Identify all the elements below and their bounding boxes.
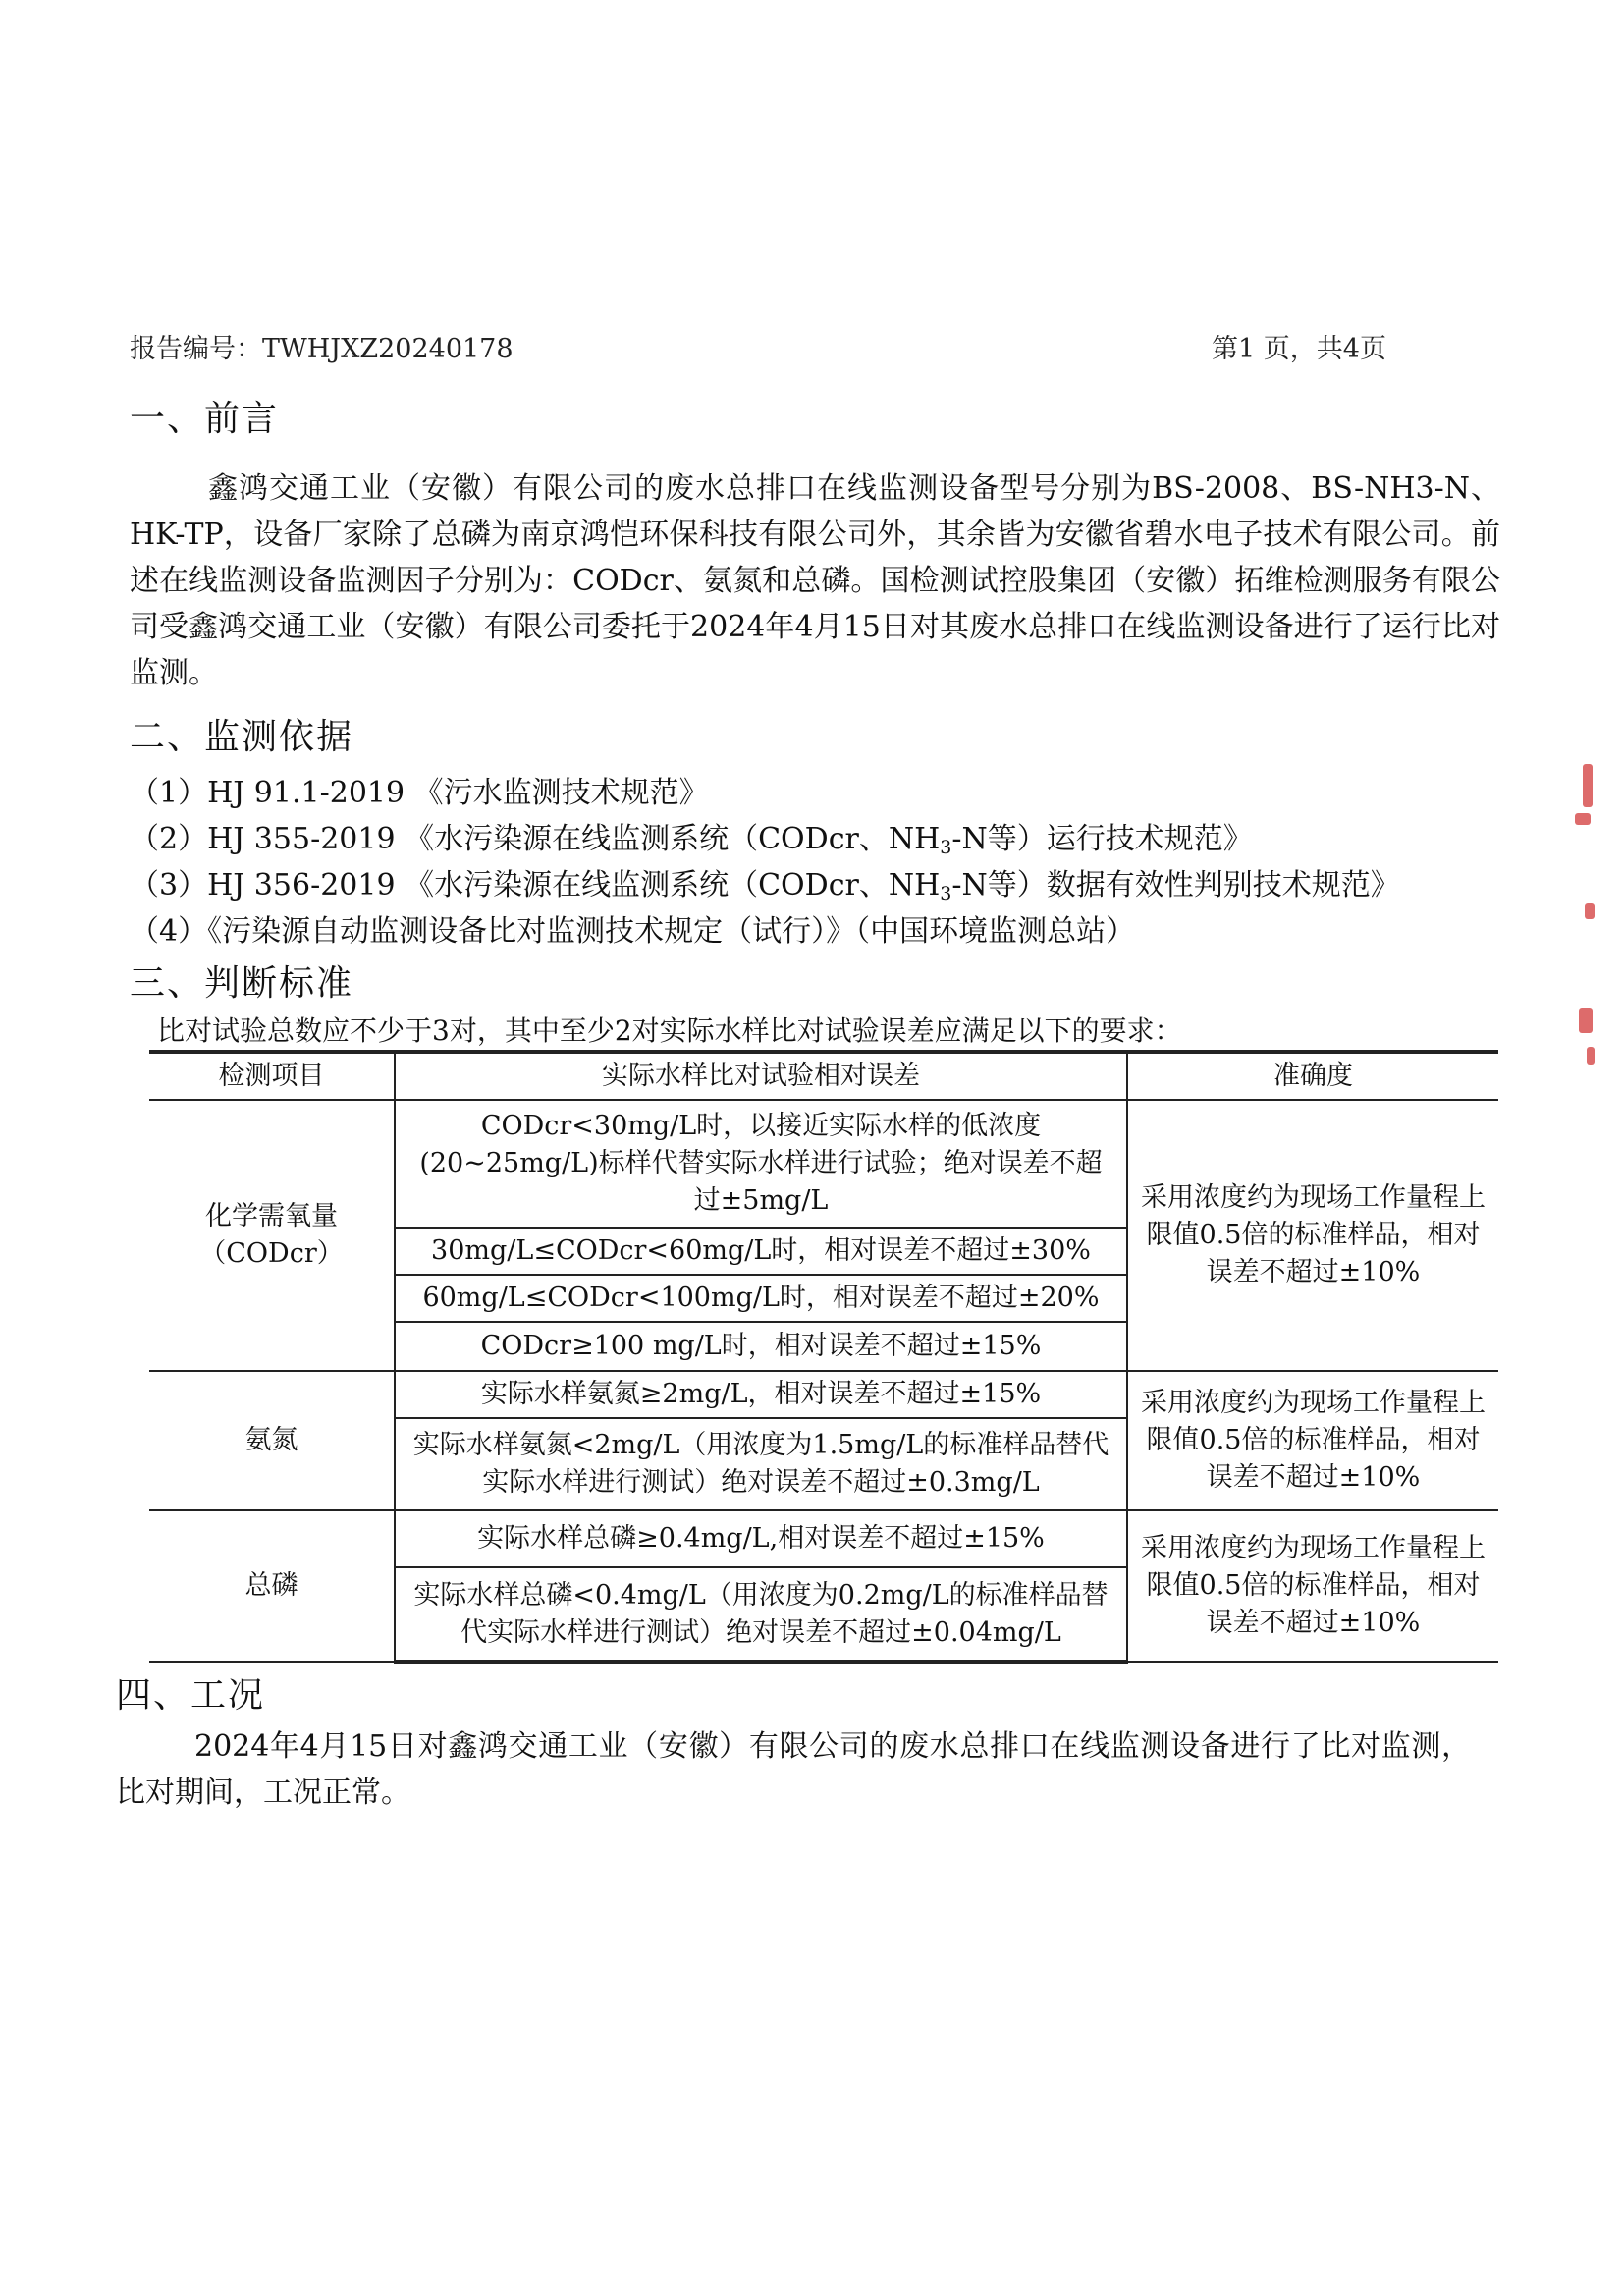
basis-item-4: （4）《污染源自动监测设备比对监测技术规定（试行）》（中国环境监测总站）	[130, 914, 1136, 949]
section-title-basis: 二、监测依据	[130, 717, 354, 757]
nh3-accuracy: 采用浓度约为现场工作量程上限值0.5倍的标准样品，相对误差不超过±10%	[1127, 1371, 1498, 1510]
item-cod: 化学需氧量（CODcr）	[149, 1100, 395, 1371]
basis-item-3: （3）HJ 356-2019 《水污染源在线监测系统（CODcr、$NH_3-N$等）数据有效性判别技术规范》	[130, 868, 1400, 904]
tp-accuracy: 采用浓度约为现场工作量程上限值0.5倍的标准样品，相对误差不超过±10%	[1127, 1510, 1498, 1662]
tp-criterion-2: 实际水样总磷<0.4mg/L（用浓度为0.2mg/L的标准样品替代实际水样进行测试）绝对误差不超过±0.04mg/L	[395, 1567, 1127, 1662]
item-nh3: 氨氮	[149, 1371, 395, 1510]
basis-item-1: （1）HJ 91.1-2019 《污水监测技术规范》	[130, 776, 709, 810]
preface-paragraph: 鑫鸿交通工业（安徽）有限公司的废水总排口在线监测设备型号分别为BS-2008、BS-NH3-N、HK-TP，设备厂家除了总磷为南京鸿恺环保科技有限公司外，其余皆为安徽省碧水电子技术有限公司。前述在线监测设备监测因子分别为：CODcr、氨氮和总磷。国检测试控股集团（安徽）拓维检测服务有限公司受鑫鸿交通工业（安徽）有限公司委托于2024年4月15日对其废水总排口在线监测设备进行了运行比对监测。	[130, 471, 1500, 690]
tp-criterion-1: 实际水样总磷≥0.4mg/L,相对误差不超过±15%	[395, 1510, 1127, 1567]
table-row	[149, 1371, 1498, 1418]
nh3-criterion-2: 实际水样氨氮<2mg/L（用浓度为1.5mg/L的标准样品替代实际水样进行测试）绝对误差不超过±0.3mg/L	[395, 1418, 1127, 1510]
column-header-accuracy: 准确度	[1127, 1052, 1498, 1100]
basis-item-2: （2）HJ 355-2019 《水污染源在线监测系统（CODcr、$NH_3-N$等）运行技术规范》	[130, 822, 1253, 858]
column-header-item: 检测项目	[149, 1052, 395, 1100]
cod-accuracy: 采用浓度约为现场工作量程上限值0.5倍的标准样品，相对误差不超过±10%	[1127, 1100, 1498, 1371]
section-title-preface: 一、前言	[130, 399, 280, 439]
criteria-table	[149, 1050, 1498, 1664]
page-number: 第1 页，共4页	[1212, 334, 1386, 364]
section-title-criteria: 三、判断标准	[130, 963, 354, 1004]
column-header-error: 实际水样比对试验相对误差	[395, 1052, 1127, 1100]
cod-criterion-1: CODcr<30mg/L时，以接近实际水样的低浓度(20~25mg/L)标样代替实际水样进行试验；绝对误差不超过±5mg/L	[395, 1100, 1127, 1228]
cod-criterion-3: 60mg/L≤CODcr<100mg/L时，相对误差不超过±20%	[395, 1275, 1127, 1322]
table-header-row	[149, 1052, 1498, 1100]
criteria-intro: 比对试验总数应不少于3对，其中至少2对实际水样比对试验误差应满足以下的要求：	[157, 1014, 1182, 1047]
table-row	[149, 1510, 1498, 1567]
table-row	[149, 1100, 1498, 1228]
page-header	[130, 327, 1386, 366]
conditions-paragraph: 2024年4月15日对鑫鸿交通工业（安徽）有限公司的废水总排口在线监测设备进行了比对监测，比对期间，工况正常。	[116, 1729, 1471, 1810]
cod-criterion-4: CODcr≥100 mg/L时，相对误差不超过±15%	[395, 1322, 1127, 1371]
report-number: 报告编号：TWHJXZ20240178	[130, 334, 514, 364]
item-tp: 总磷	[149, 1510, 395, 1662]
cod-criterion-2: 30mg/L≤CODcr<60mg/L时，相对误差不超过±30%	[395, 1228, 1127, 1275]
nh3-criterion-1: 实际水样氨氮≥2mg/L，相对误差不超过±15%	[395, 1371, 1127, 1418]
section-title-conditions: 四、工况	[116, 1675, 266, 1716]
